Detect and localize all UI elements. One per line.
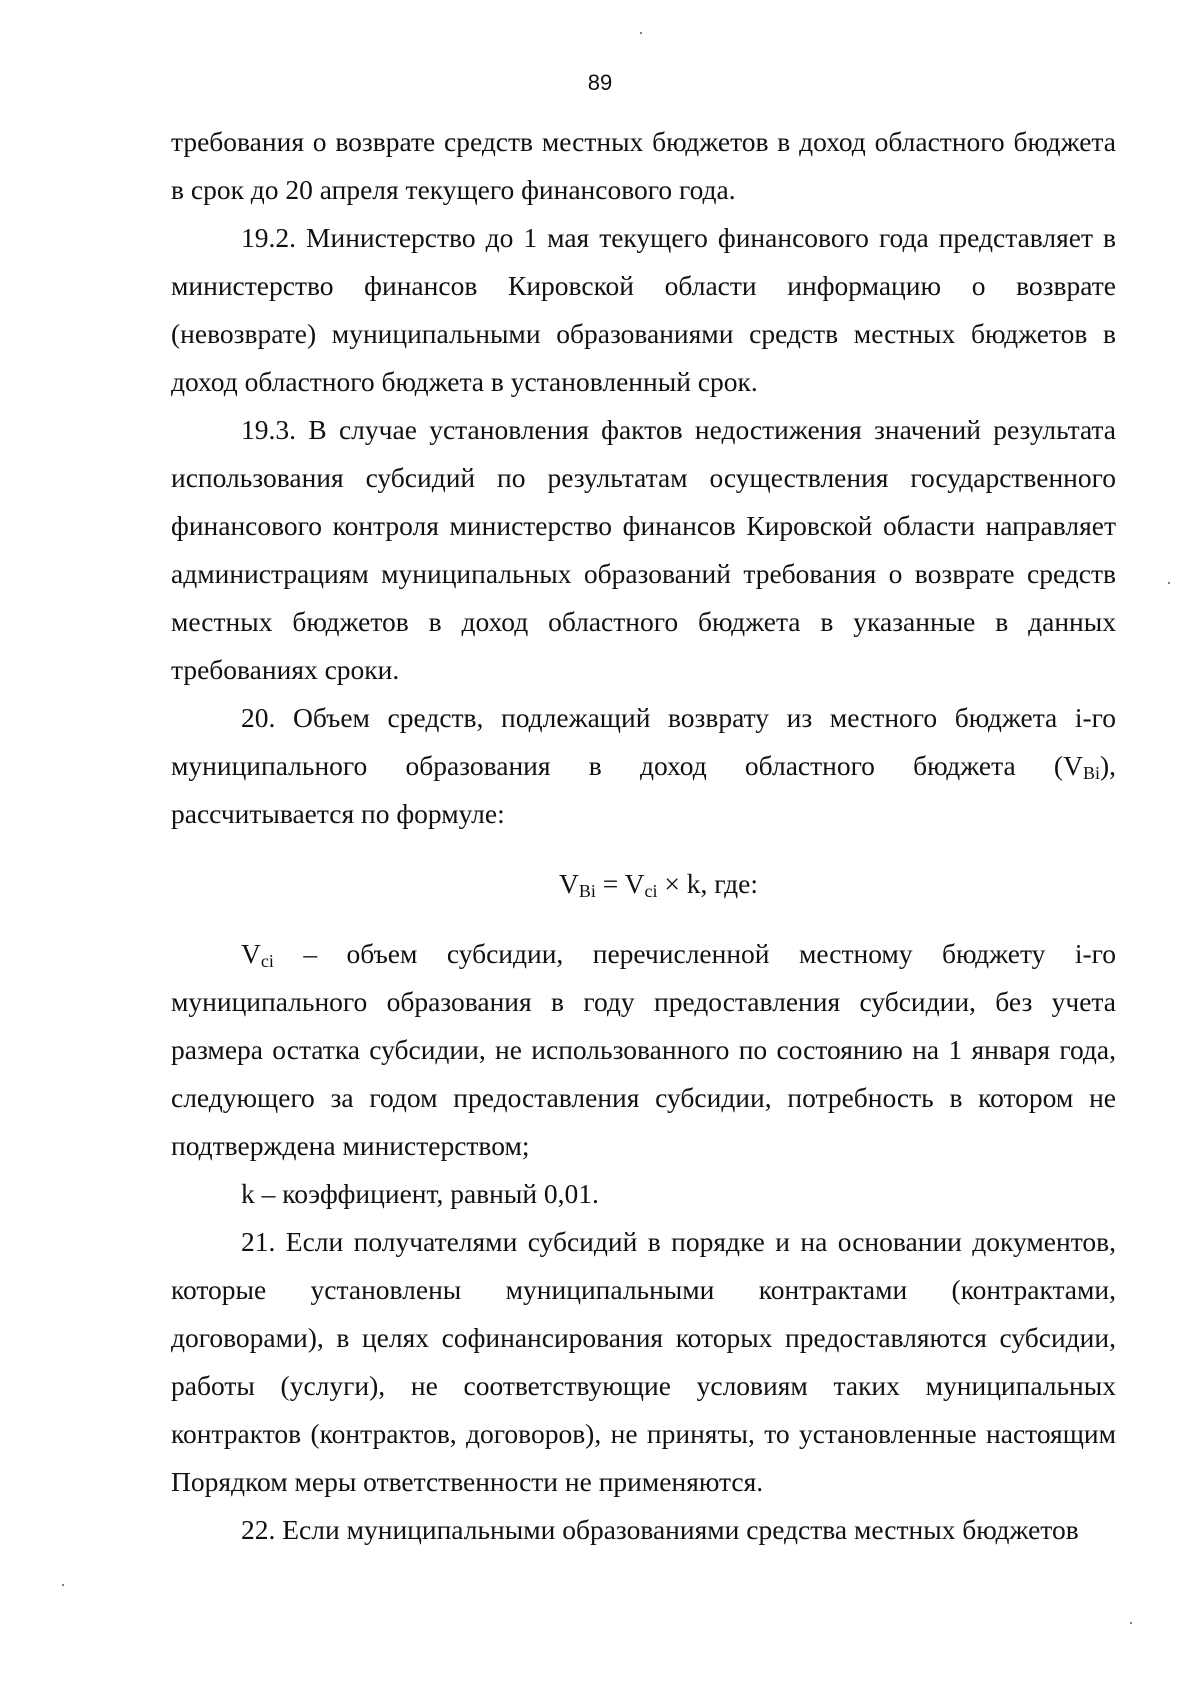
formula-lhs-var: V — [558, 868, 579, 899]
paragraph-22: 22. Если муниципальными образованиями средства местных бюджетов — [241, 1514, 1079, 1545]
document-body — [171, 118, 1116, 1554]
scan-speck — [62, 1584, 64, 1586]
formula-lhs-sub: Bi — [578, 881, 596, 901]
paragraph-20-text-before: 20. Объем средств, подлежащий возврату из местного бюджета i-го муниципального образования в доход областного бюджета (V — [171, 702, 1116, 781]
page-number: 89 — [587, 70, 613, 95]
paragraph-20-subscript: Bi — [1082, 763, 1100, 783]
scan-speck — [1168, 582, 1170, 584]
definition-k: k – коэффициент, равный 0,01. — [241, 1178, 599, 1209]
paragraph-19-2: 19.2. Министерство до 1 мая текущего финансового года представляет в министерство финансов Кировской области информацию о возврате (невозврате) муниципальными образованиями средств местных бюджетов в доход областного бюджета в установленный срок. — [171, 222, 1116, 397]
paragraph-20 — [171, 694, 1116, 838]
formula — [171, 860, 1116, 908]
formula-equals: = — [595, 868, 625, 899]
definition-vci-sub: ci — [260, 951, 274, 971]
formula-rest: × k, где: — [657, 868, 759, 899]
paragraph-21: 21. Если получателями субсидий в порядке и на основании документов, которые установлены муниципальными контрактами (контрактами, договорами), в целях софинансирования которых предоставляются субсидии, работы (услуги), не соответствующие условиям таких муниципальных контрактов (контрактов, договоров), не приняты, то установленные настоящим Порядком меры ответственности не применяются. — [171, 1226, 1116, 1497]
paragraph-20-text-after: ), рассчитывается по формуле: — [171, 750, 1116, 829]
scan-speck — [1130, 1622, 1132, 1624]
paragraph-19-3: 19.3. В случае установления фактов недостижения значений результата использования субсидий по результатам осуществления государственного финансового контроля министерство финансов Кировской области направляет администрациям муниципальных образований требования о возврате средств местных бюджетов в доход областного бюджета в указанные в данных требованиях сроки. — [171, 414, 1116, 685]
formula-rhs-sub: ci — [644, 881, 658, 901]
scan-speck — [640, 32, 642, 34]
paragraph-continuation: требования о возврате средств местных бюджетов в доход областного бюджета в срок до 20 апреля текущего финансового года. — [171, 126, 1116, 205]
definition-vci-text: – объем субсидии, перечисленной местному бюджету i-го муниципального образования в году предоставления субсидии, без учета размера остатка субсидии, не использованного по состоянию на 1 января года, следующего за годом предоставления субсидии, потребность в котором не подтверждена министерством; — [171, 938, 1116, 1161]
definition-vci-var: V — [241, 938, 261, 969]
definition-vci — [171, 930, 1116, 1170]
formula-rhs-var: V — [624, 868, 645, 899]
